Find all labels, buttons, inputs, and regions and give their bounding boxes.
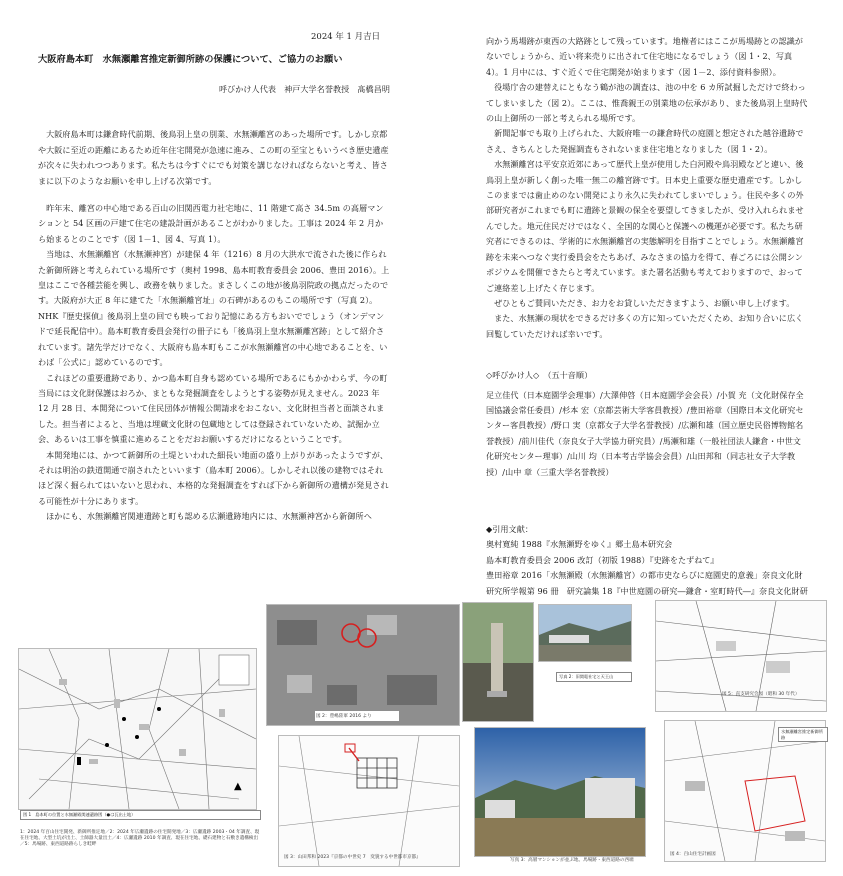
body-paragraph: これほどの重要遺跡であり、かつ島本町自身も認めている場所であるにもかかわらず、今の町当局には文化財保護はおろか、まともな発掘調査をしようとする姿勢が見えません。2023 年 12 月 28 日、本開発について住民団体が情報公開請求をおこない、文化財担当者と面談されました。担当者によると、当地は埋蔵文化財の包蔵地としては登録されていないため、試掘か立会、あるいは工事を慎重に進めることをだおお願いするだけになるということです。 (38, 372, 388, 445)
photo-1-stone-monument (462, 602, 534, 722)
document-date: 2024 年 1 月吉日 (311, 32, 381, 42)
photo-3-mountain-view (474, 727, 646, 857)
reference-item: 奥村寛純 1988『水無瀬野をゆく』郷土島本研究会 (486, 539, 673, 550)
north-arrow-icon: ▲ (234, 781, 242, 792)
body-paragraph: 役場庁舎の建替えにともなう鶴が池の調査は、池の中を 6 カ所試掘しただけで終わってしまいました（図 2）。ここは、惟喬親王の別業地の伝承があり、また後鳥羽上皇時代の山上御所の一部と考えられる場所です。 (486, 82, 808, 124)
figure-1-note: 1：2024 年百山住宅開発、新御所推定地／2：2024 年広瀬遺跡の住宅開発地／3：広瀬遺跡 2003・04 年調査、現在住宅地、大型土坑が出土、土師器大量出土／4：広瀬遺跡 2010 年調査、現在住宅地、礎石建物と石敷き遺構検出／5：馬場跡、東西道路跡らしき畦畔 (20, 830, 260, 847)
photo-2-landscape (538, 604, 632, 662)
body-paragraph: 本開発地には、かつて新御所の土堤といわれた細長い地面の盛り上がりがあったようですが、それは明治の鉄道開通で崩されたといいます（島本町 2006）。しかしそれ以後の建物ではそれほど深く掘られてはいないと思われ、本格的な発掘調査をすれば下から新御所の遺構が発見される可能性が十分にあります。 (38, 449, 389, 506)
figure-4-label: 水無瀬離宮推定新御所跡 (778, 727, 828, 742)
figure-3-caption: 図 3：山田邦和 2023『京都の中世史 7 変貌する中世都市京都』 (284, 855, 421, 860)
body-paragraph: また、水無瀬の現状をできるだけ多くの方に知っていただくため、お知り合いに広く回覧していただければ幸いです。 (486, 313, 804, 339)
body-paragraph: 昨年末、離宮の中心地である百山の旧関西電力社宅地に、11 階建て高さ 34.5m の高層マンションと 54 区画の戸建て住宅の建設計画があることがわかりました。工事は 2024 年 2 月から始まるとのことです（図 1－1、図 4、写真 1）。 (38, 203, 384, 244)
body-paragraph: 向かう馬場跡が東西の大路跡として残っています。地権者にはここが馬場跡との認識がないでしょうから、近い将来売りに出されて住宅地になるでしょう（図 1・2、写真 4）。1 月中には、すぐ近くで住宅開発が始まります（図 1－2、添付資料参照）。 (486, 36, 803, 77)
body-paragraph: 大阪府島本町は鎌倉時代前期、後鳥羽上皇の別業、水無瀬離宮のあった場所です。しかし京都や大阪に至近の距離にあるため近年住宅開発が急速に進み、この町の至宝ともいうべき歴史遺産が次々に失われつつあります。私たちは今すぐにでも対策を講じなければならないと考え、皆さまに以下のようなお願いを申し上げる次第です。 (38, 129, 389, 186)
right-column (486, 34, 808, 614)
members-list: 足立佳代（日本庭園学会理事）/大澤伸啓（日本庭園学会会長）/小賀 充（文化財保存全国協議会常任委員）/杉本 宏（京都芸術大学客員教授）/豊田裕章（国際日本文化研究センター客員教授）/野口 実（京都女子大学名誉教授）/広瀬和雄（国立歴史民俗博物館名誉教授）/前川佳代（奈良女子大学協力研究員）/馬瀬和雄（一般社団法人鎌倉・中世文化研究センター理事）/山川 均（日本考古学協会会員）/山田邦和（同志社女子大学教授）/山中 章（三重大学名誉教授） (486, 389, 804, 477)
signature-line: 呼びかけ人代表 神戸大学名誉教授 髙橋昌明 (218, 84, 390, 94)
map-graphic (19, 649, 256, 809)
reference-item: 豊田裕章 2016「水無瀬殿（水無瀬離宮）の都市史ならびに庭園史的意義」奈良文化財研究所学報第 96 冊 研究論集 18『中世庭園の研究―鎌倉・室町時代―』奈良文化財研 (486, 570, 808, 596)
photo-2-caption: 写真 2：旧関電社宅と天王山 (556, 672, 632, 682)
body-paragraph: 当地は、水無瀬離宮（水無瀬神宮）が建保 4 年（1216）8 月の大洪水で流された後に作られた新御所跡と考えられている場所です（奥村 1998、島本町教育委員会 2006、豊田 2016）。上皇はここで各種芸能を興し、政務を執りました。まさしくこの地が後鳥羽院政の拠点だったのです。大阪府が大正 8 年に建てた「水無瀬離宮址」の石碑があるのもこの場所です（写真 2）。NHK『歴史探偵』後鳥羽上皇の回でも映っており記憶にある方もおいででしょう（オンデマンドで延長配信中）。島本町教育委員会発行の冊子にも「後鳥羽上皇水無瀬離宮跡」として紹介されています。諸先学だけでなく、大阪府も島本町もここが水無瀬離宮の中心地であることを、いわば「公式に」認めているのです。 (38, 249, 390, 368)
document-title: 大阪府島本町 水無瀬離宮推定新御所跡の保護について、ご協力のお願い (38, 54, 343, 65)
figure-1-map (18, 648, 257, 810)
body-paragraph: ほかにも、水無瀬離宮関連遺跡と町も認める広瀬遺跡地内には、水無瀬神宮から新御所へ (46, 511, 372, 522)
figure-5-caption: 図 5：直支研究会図（昭和 30 年代） (722, 692, 800, 697)
body-paragraph: 新聞記事でも取り上げられた、大阪府唯一の鎌倉時代の庭園と想定された越谷遺跡でさえ、きちんとした発掘調査もされないまま住宅地となりました（図 1・2）。 (486, 128, 804, 154)
members-heading: ◇呼びかけ人◇ （五十音順） (486, 370, 593, 381)
left-column (38, 52, 390, 525)
figure-2-caption: 図 2：豊嶋陸軍 2016 より (316, 714, 372, 719)
figure-1-caption: 図 1 島本町の位置と水無瀬殿関連遺跡図（●は瓦出土地） (20, 810, 261, 820)
body-paragraph: 水無瀬離宮は平安京近郊にあって歴代上皇が使用した白河殿や鳥羽殿などと違い、後鳥羽上皇が新しく創った唯一無二の離宮跡です。日本史上重要な歴史遺産です。しかしこのままでは歯止めのない開発により永久に失われてしまいでしょう。住民や多くの外部研究者がこれまでも町に遺跡と景観の保全を要望してきましたが、受け入れられませんでした。地元住民だけではなく、全国的な関心と保護への機運が必要です。私たち研究者にできるのは、学術的に水無瀬離宮の実態解明を目指すことでしょう。水無瀬離宮跡を未来へつなぐ実行委員会をたちあげ、みなさまの協力を得て、春ごろには公開シンポジウムを開催できたらと考えています。また署名活動も考えておりますので、おってご連絡差し上げたく存じます。 (486, 159, 804, 293)
figure-3-plan-map (278, 735, 460, 867)
photo-3-caption: 写真 3：高層マンションが並ぶ地、馬場跡・東西道路の西端 (510, 858, 634, 863)
reference-item: 島本町教育委員会 2006 改訂（初版 1988）『史跡をたずねて』 (486, 554, 719, 565)
figure-4-caption: 図 4：百山住宅計画図 (670, 852, 716, 857)
references-heading: ◆引用文献： (486, 523, 533, 534)
figure-2-aerial-photo (266, 604, 460, 726)
body-paragraph: ぜひともご賛同いただき、お力をお貸しいただきますよう、お願い申し上げます。 (494, 297, 795, 308)
